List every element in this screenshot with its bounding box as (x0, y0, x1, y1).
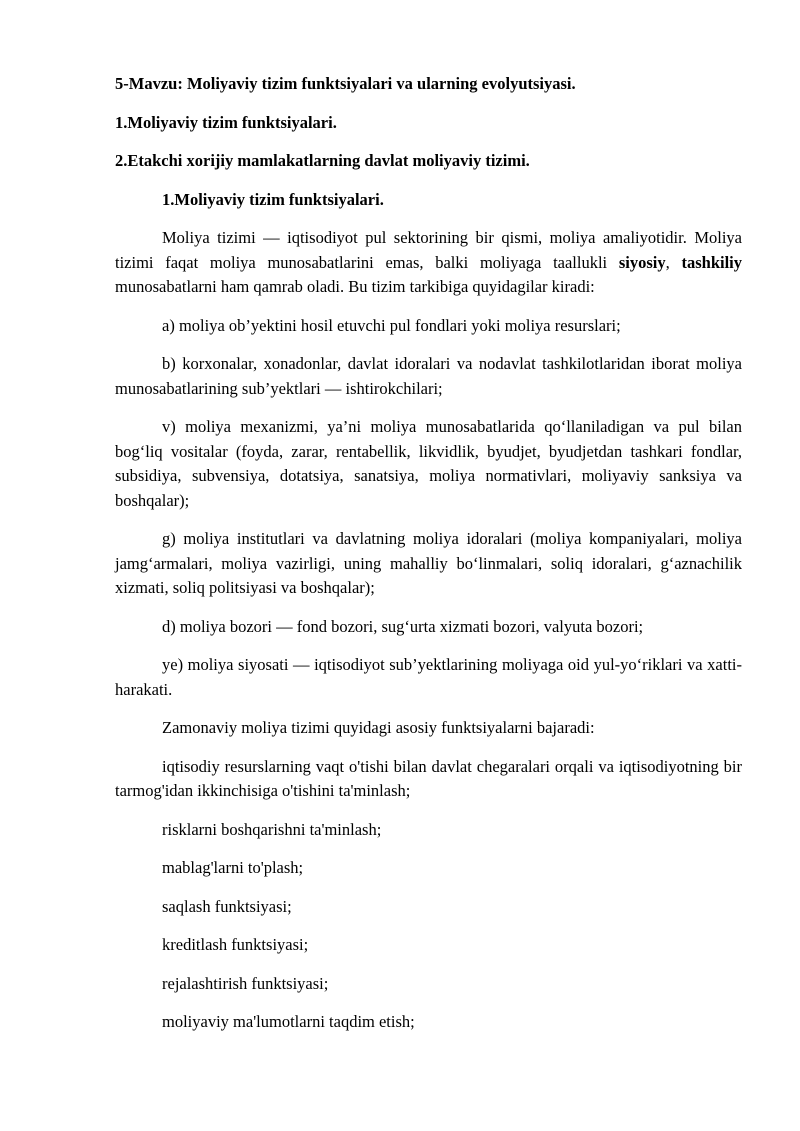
intro-text-1: Moliya tizimi — iqtisodiyot pul sektorining bir qismi, moliya amaliyotidir. Moliya tizimi faqat moliya munosabatlarini emas, balki moliyaga taallukli (115, 228, 742, 272)
intro-paragraph (115, 226, 742, 300)
function-item: risklarni boshqarishni ta'minlash; (162, 819, 382, 839)
component-item: b) korxonalar, xonadonlar, davlat idoralari va nodavlat tashkilotlaridan iborat moliya munosabatlarining sub’yektlari — ishtirokchilari; (115, 354, 742, 398)
component-item: a) moliya ob’yektini hosil etuvchi pul fondlari yoki moliya resurslari; (162, 315, 621, 335)
component-item: g) moliya institutlari va davlatning moliya idoralari (moliya kompaniyalari, moliya jamg‘armalari, moliya vazirligi, uning mahalliy bo‘linmalari, soliq idoralari, g‘aznachilik xizmati, soliq politsiyasi va boshqalar); (115, 529, 742, 597)
document-page (115, 72, 742, 1049)
outline-item-1: 1.Moliyaviy tizim funktsiyalari. (115, 112, 337, 132)
function-item: kreditlash funktsiyasi; (162, 935, 309, 954)
outline-item-2: 2.Etakchi xorijiy mamlakatlarning davlat moliyaviy tizimi. (115, 151, 530, 170)
section-heading: 1.Moliyaviy tizim funktsiyalari. (162, 189, 384, 209)
component-item: d) moliya bozori — fond bozori, sug‘urta xizmati bozori, valyuta bozori; (162, 616, 644, 636)
intro-separator: , (665, 252, 682, 272)
function-item: rejalashtirish funktsiyasi; (162, 973, 329, 993)
function-item: saqlash funktsiyasi; (162, 896, 292, 916)
intro-bold-siyosiy: siyosiy (618, 252, 666, 272)
intro-bold-tashkiliy: tashkiliy (681, 252, 743, 272)
function-item: moliyaviy ma'lumotlarni taqdim etish; (162, 1012, 415, 1031)
component-item: ye) moliya siyosati — iqtisodiyot sub’yektlarining moliyaga oid yul-yo‘riklari va xatti-harakati. (115, 655, 742, 699)
intro-text-2: munosabatlarni ham qamrab oladi. Bu tizim tarkibiga quyidagilar kiradi: (115, 277, 595, 296)
document-title: 5-Mavzu: Moliyaviy tizim funktsiyalari va ularning evolyutsiyasi. (115, 74, 576, 93)
function-item: iqtisodiy resurslarning vaqt o'tishi bilan davlat chegaralari orqali va iqtisodiyotning bir tarmog'idan ikkinchisiga o'tishini ta'minlash; (115, 756, 742, 800)
functions-intro: Zamonaviy moliya tizimi quyidagi asosiy funktsiyalarni bajaradi: (162, 718, 595, 737)
function-item: mablag'larni to'plash; (162, 858, 304, 877)
component-item: v) moliya mexanizmi, ya’ni moliya munosabatlarida qo‘llaniladigan va pul bilan bog‘liq vositalar (foyda, zarar, rentabellik, likvidlik, byudjet, byudjetdan tashkari fondlar, subsidiya, subvensiya, dotatsiya, sanatsiya, moliya normativlari, moliyaviy sanksiya va boshqalar); (115, 417, 742, 510)
